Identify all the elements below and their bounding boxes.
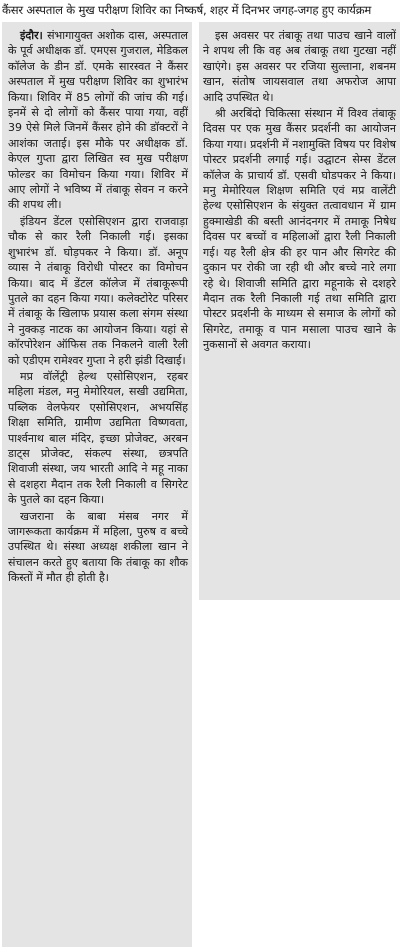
- left-paragraph-2: इंडियन डेंटल एसोसिएशन द्वारा राजवाड़ा चौक से कार रैली निकाली गई। इसका शुभारंभ डॉ. घोड़पकर ने किया। डॉ. अनूप व्यास ने तंबाकू विरोधी पोस्टर का विमोचन किया। बाद में डेंटल कॉलेज में तंबाकूरूपी पुतले का दहन किया गया। कलेक्टोरेट परिसर में तंबाकू के खिलाफ प्रयास कला संगम संस्था ने नुक्कड़ नाटक का आयोजन किया। यहां से कॉरपोरेशन ऑफिस तक निकलने वाली रैली को एडीएम रामेश्वर गुप्ता ने हरी झंडी दिखाई।: [8, 214, 188, 367]
- left-paragraph-1-text: संभागायुक्त अशोक दास, अस्पताल के पूर्व अधीक्षक डॉ. एमएस गुजराल, मेडिकल कॉलेज के डीन डॉ. एमके सारस्वत ने कैंसर अस्पताल में मुख परीक्षण शिविर का शुभारंभ किया। शिविर में 85 लोगों की जांच की गई। इनमें से दो लोगों को कैंसर पाया गया, वहीं 39 ऐसे मिले जिनमें कैंसर होने की डॉक्टरों ने आशंका जताई। इस मौके पर अधीक्षक डॉ. केएल गुप्ता द्वारा लिखित स्व मुख परीक्षण फोल्डर का विमोचन किया गया। शिविर में आए लोगों ने भविष्य में तंबाकू सेवन न करने की शपथ ली।: [8, 29, 188, 212]
- right-paragraph-2: श्री अरबिंदो चिकित्सा संस्थान में विश्व तंबाकू दिवस पर एक मुख कैंसर प्रदर्शनी का आयोजन किया गया। प्रदर्शनी में नशामुक्ति विषय पर विशेष पोस्टर प्रदर्शनी लगाई गई। उद्घाटन सेम्स डेंटल कॉलेज के प्राचार्य डॉ. एसवी घोडपकर ने किया। मनु मेमोरियल शिक्षण समिति एवं मप्र वालेंटी हेल्थ एसोसिएशन के संयुक्त तत्वावधान में ग्राम हुक्माखेडी की बस्ती आनंदनगर में तमाकू निषेध दिवस पर बच्चों व महिलाओं द्वारा रैली निकाली गई। यह रैली क्षेत्र की हर पान और सिगरेट की दुकान पर रोकी जा रही थी और बच्चे नारे लगा रहे थे। शिवाजी समिति द्वारा महूनाके से दशहरे मैदान तक रैली निकाली गई तथा समिति द्वारा पोस्टर प्रदर्शनी के माध्यम से समाज के लोगों को सिगरेट, तमाकू व पान मसाला पाउच खाने के नुकसानों से अवगत कराया।: [203, 107, 396, 352]
- left-paragraph-4: खजराना के बाबा मंसब नगर में जागरूकता कार्यक्रम में महिला, पुरुष व बच्चे उपस्थित थे। संस्था अध्यक्ष शकीला खान ने संचालन करते हुए बताया कि तंबाकू का शौक किस्तों में मौत ही होती है।: [8, 509, 188, 585]
- headline: कैंसर अस्पताल के मुख परीक्षण शिविर का निष्कर्ष, शहर में दिनभर जगह-जगह हुए कार्यक्रम: [2, 3, 372, 17]
- left-paragraph-1: [8, 28, 188, 213]
- right-column: [199, 22, 400, 600]
- left-column: [2, 22, 192, 947]
- left-paragraph-3: मप्र वॉलेंट्री हेल्थ एसोसिएशन, रहबर महिला मंडल, मनु मेमोरियल, सखी उद्यमिता, पब्लिक वेलफेयर एसोसिएशन, अभयसिंह शिक्षा समिति, ग्रामीण उद्यमिता विष्णवता, पार्श्वनाथ बाल मंदिर, इच्छा प्रोजेक्ट, अरबन डाट्स प्रोजेक्ट, संकल्प संस्था, छत्रपति शिवाजी संस्था, जय भारती आदि ने महू नाका से दशहरा मैदान तक रैली निकाली व सिगरेट के पुतले का दहन किया।: [8, 369, 188, 507]
- right-paragraph-1: इस अवसर पर तंबाकू तथा पाउच खाने वालों ने शपथ ली कि वह अब तंबाकू तथा गुटखा नहीं खाएंगे। इस अवसर पर रजिया सुल्ताना, शबनम खान, संतोष जायसवाल तथा अफरोज आपा आदि उपस्थित थे।: [203, 29, 396, 104]
- dateline: इंदौर।: [20, 29, 43, 42]
